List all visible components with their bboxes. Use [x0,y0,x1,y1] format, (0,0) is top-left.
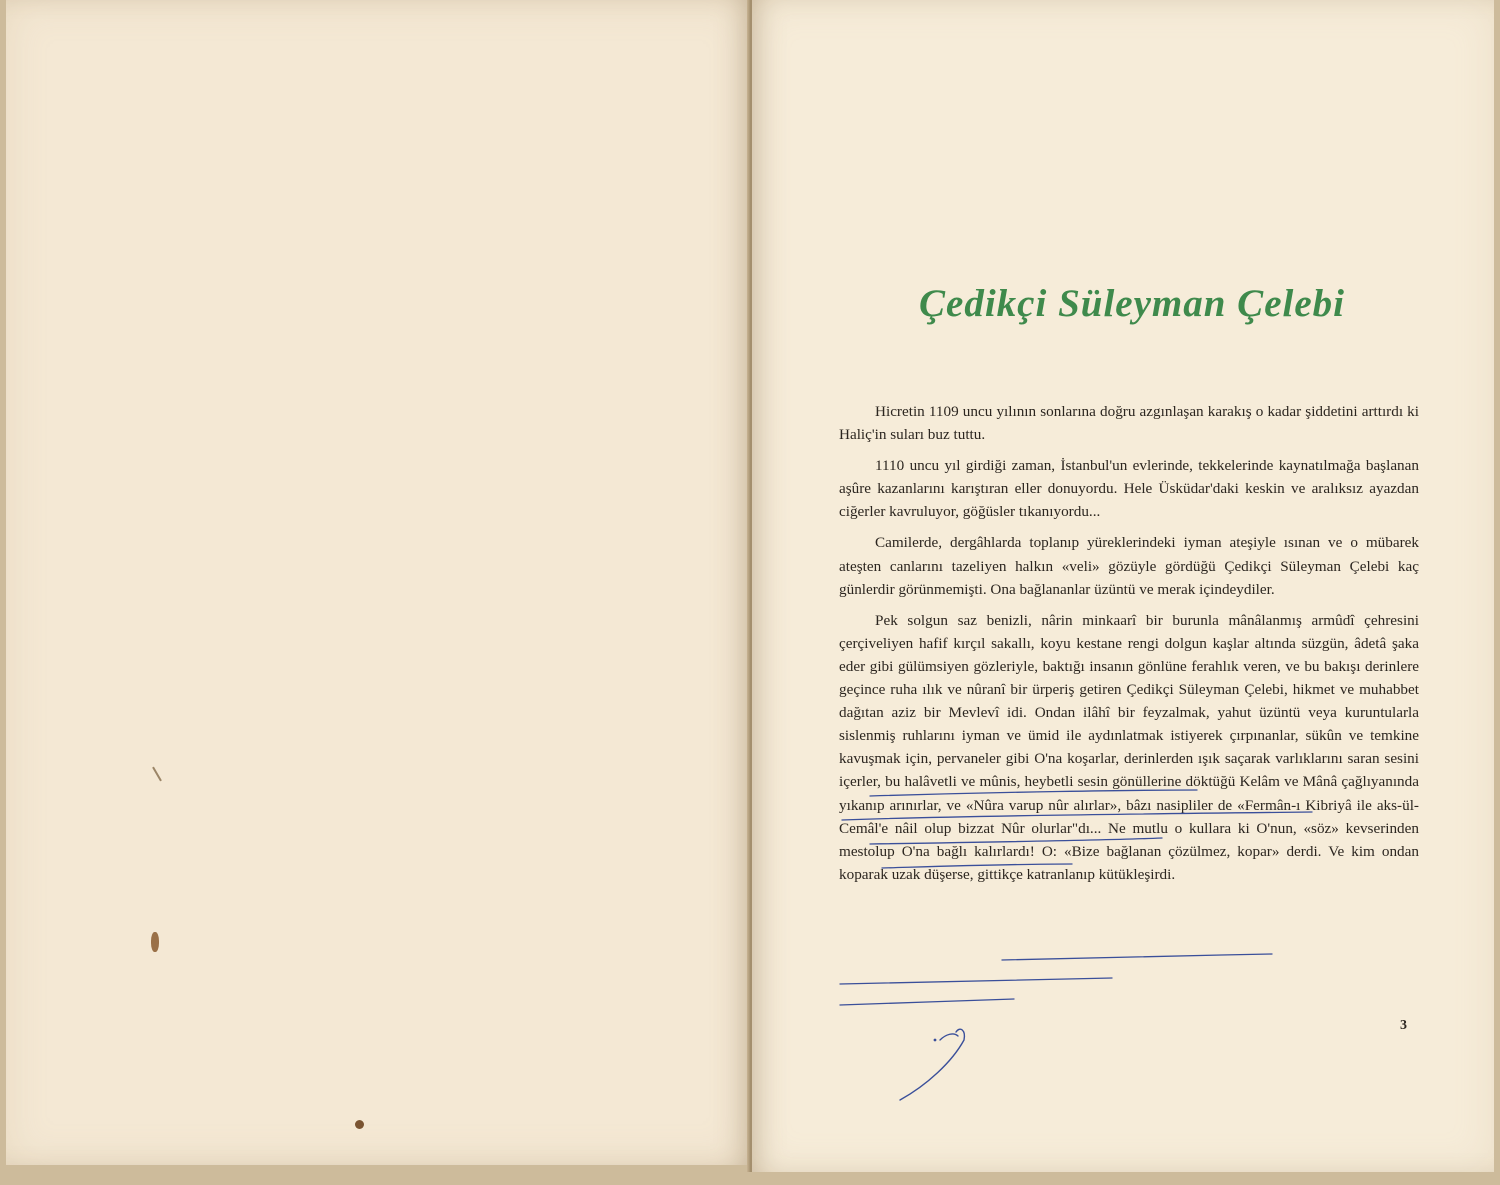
underline-mark [840,978,1112,984]
paragraph-2: 1110 uncu yıl girdiği zaman, İstanbul'un evlerinde, tekkelerinde kaynatılmağa başlanan aşûre kazanlarını karıştıran eller donuyordu. Hele Üsküdar'daki keskin ve aralıksız ayazdan ciğerler kavruluyor, göğüsler tıkanıyordu... [839,457,1419,521]
speck-mark [355,1120,364,1129]
left-page-blank [6,0,750,1165]
pen-annotations [752,0,1494,1172]
underline-mark [840,999,1014,1005]
chapter-title: Çedikçi Süleyman Çelebi [919,282,1345,326]
underline-mark [870,838,1162,844]
signature-scribble [900,1029,964,1100]
paragraph-1: Hicretin 1109 uncu yılının sonlarına doğru azgınlaşan karakış o kadar şiddetini arttırdı ki Haliç'in suları buz tuttu. [839,403,1419,444]
underline-mark [842,812,1312,820]
right-page [752,0,1494,1172]
paragraph-3: Camilerde, dergâhlarda toplanıp yüreklerindeki iyman ateşiyle ısınan ve o mübarek ateşten canlarını tazeliyen halkın «veli» gözüyle gördüğü Çedikçi Süleyman Çelebi kaç günlerdir görünmemişti. Ona bağlananlar üzüntü ve merak içindeydiler. [839,534,1419,598]
page-number: 3 [1400,1018,1407,1033]
pen-dot-mark [934,1039,937,1042]
underline-mark [882,864,1072,868]
ink-stain-mark [151,932,159,952]
scratch-mark [152,767,162,782]
underline-mark [870,790,1197,796]
underline-mark [1002,954,1272,960]
paragraph-4: Pek solgun saz benizli, nârin minkaarî bir burunla mânâlanmış armûdî çehresini çerçiveliyen hafif kırçıl sakallı, koyu kestane rengi dolgun kaşlar altında süzgün, âdetâ şaka eder gibi gülümsiyen gözleriyle, baktığı insanın gönlüne ferahlık veren, ve bu bakışı derinlere geçince ruha ılık ve nûranî bir ürperiş getiren Çedikçi Süleyman Çelebi, hikmet ve muhabbet dağıtan aziz bir Mevlevî idi. Ondan ilâhî bir feyzalmak, yahut üzüntü veya kuruntularla sislenmiş ruhlarını iyman ve ümid ile aydınlatmak istiyerek çırpınanlar, sükûn ve temkine kavuşmak için, pervaneler gibi O'na koşarlar, derinlerden ışık saçarak varlıklarını saran sesini içerler, bu halâvetli ve mûnis, heybetli sesin gönüllerine döktüğü Kelâm ve Mânâ çağlıyanında yıkanıp arınırlar, ve «Nûra varup nûr alırlar», bâzı nasipliler de «Fermân-ı Kibriyâ ile aks-ül-Cemâl'e nâil olup bizzat Nûr olurlar"dı... Ne mutlu o kullara ki O'nun, «söz» kevserinden mestolup O'na bağlı kalırlardı! O: «Bize bağlanan çözülmez, kopar» derdi. Ve kim ondan koparak uzak düşerse, gittikçe katranlanıp kütükleşirdi. [839,611,1419,883]
